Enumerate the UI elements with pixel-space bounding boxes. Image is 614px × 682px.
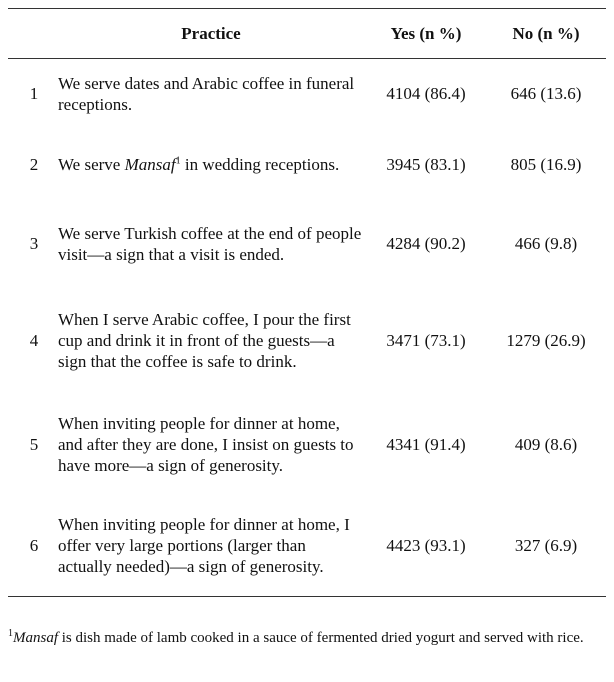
row-practice — [56, 201, 366, 287]
row-no: 409 (8.6) — [514, 435, 578, 454]
table-header-row — [8, 9, 606, 59]
practices-table — [8, 8, 606, 597]
row-number: 6 — [8, 495, 56, 597]
practice-text: When inviting people for dinner at home, and after they are done, I insist on guests to have more—a sign of generosity. — [58, 414, 354, 475]
practice-text: We serve — [58, 155, 125, 174]
row-number: 4 — [29, 331, 39, 350]
row-yes: 4423 (93.1) — [366, 495, 486, 597]
row-no: 466 (9.8) — [514, 234, 578, 253]
header-number — [8, 9, 56, 59]
row-yes: 3945 (83.1) — [386, 155, 466, 174]
practice-text: We serve dates and Arabic coffee in funeral receptions. — [58, 73, 355, 114]
table-row — [8, 201, 606, 287]
table-row — [8, 59, 606, 129]
practice-emphasis: Mansaf — [124, 155, 176, 174]
row-number: 5 — [29, 435, 39, 454]
practice-text: When inviting people for dinner at home, I offer very large portions (larger than actually needed)—a sign of generosity. — [58, 514, 350, 576]
header-yes: Yes (n %) — [366, 9, 486, 59]
row-no: 1279 (26.9) — [506, 331, 586, 350]
header-practice: Practice — [56, 9, 366, 59]
practice-text: We serve Turkish coffee at the end of people visit—a sign that a visit is ended. — [58, 223, 362, 264]
table-row — [8, 287, 606, 395]
table-row — [8, 395, 606, 495]
practice-text-continued: in wedding receptions. — [180, 155, 340, 174]
table-row — [8, 129, 606, 201]
row-yes: 3471 (73.1) — [386, 331, 466, 350]
row-number: 1 — [29, 84, 39, 104]
row-practice — [56, 59, 366, 129]
practice-text: When I serve Arabic coffee, I pour the first cup and drink it in front of the guests—a sign that the coffee is safe to drink. — [58, 310, 351, 371]
row-yes: 4104 (86.4) — [386, 84, 466, 104]
footnote-marker: 1 — [175, 155, 181, 167]
row-number: 3 — [29, 234, 39, 253]
row-no: 646 (13.6) — [510, 84, 582, 104]
row-number: 2 — [29, 155, 39, 174]
table-row — [8, 495, 606, 597]
row-yes: 4284 (90.2) — [386, 234, 466, 253]
table-footnote — [8, 628, 606, 648]
row-no: 327 (6.9) — [486, 495, 606, 597]
footnote-number: 1 — [8, 628, 13, 639]
row-no: 805 (16.9) — [510, 155, 582, 174]
row-practice — [56, 495, 366, 597]
row-practice — [56, 395, 366, 495]
header-no: No (n %) — [486, 9, 606, 59]
row-practice — [56, 287, 366, 395]
row-practice — [56, 129, 366, 201]
row-yes: 4341 (91.4) — [386, 435, 466, 454]
footnote-text: is dish made of lamb cooked in a sauce of fermented dried yogurt and served with rice. — [58, 630, 584, 646]
footnote-term: Mansaf — [13, 630, 58, 646]
